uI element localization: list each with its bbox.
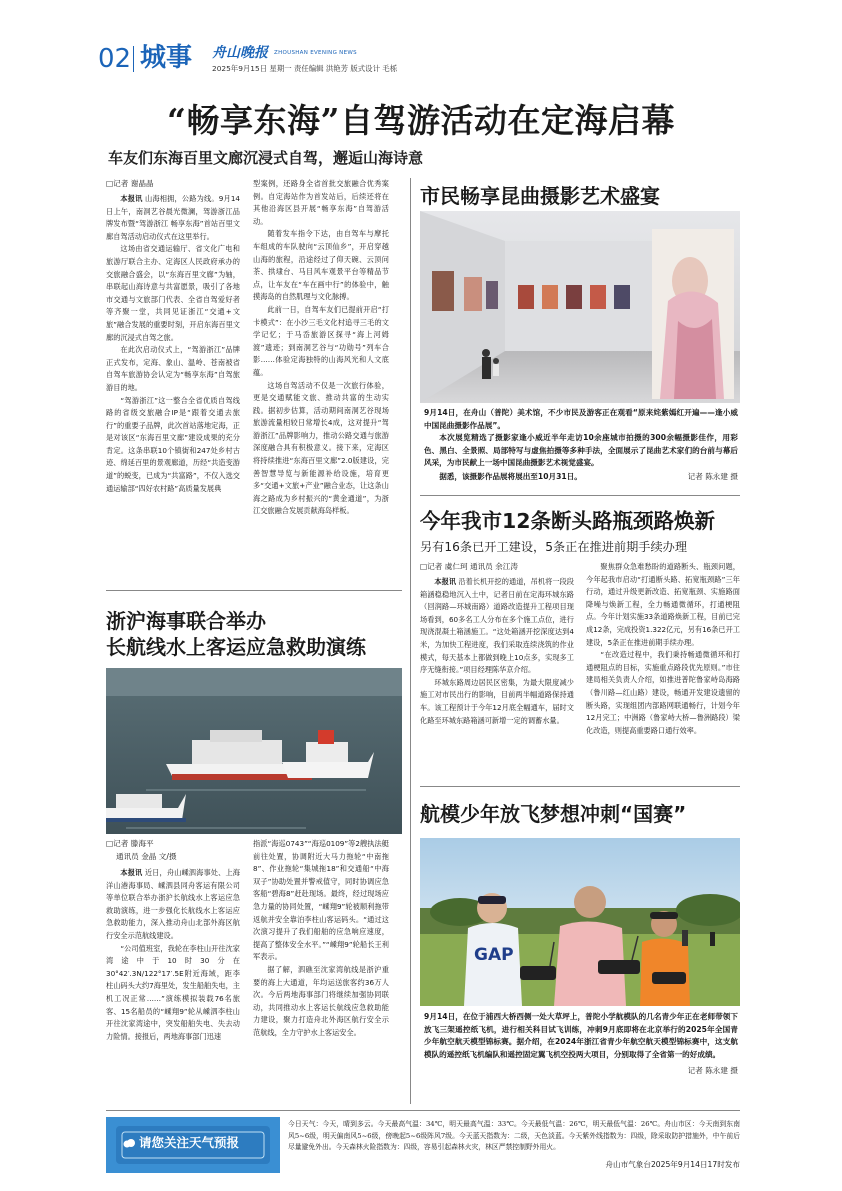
paragraph: 据了解，泗礁至沈家湾航线是浙沪重要的海上大通道，年均运送旅客约36万人次。今后两地海事部门将继续加强协同联动，共同推动水上客运长航线应急救助能力建设，聚力打造舟北外海区航行安全示范航线，全力守护水上客运安全。 [253,964,389,1037]
paragraph: 在此次启动仪式上，“驾游浙江”品牌正式发布，定海、象山、温岭、苍南被省自驾车旅游协会认定为“畅享东海”自驾旅游目的地。 [106,345,240,392]
main-byline: □记者 谢晶晶 [106,179,154,188]
paragraph: 本报讯 山海相拥，公路为线。9月14日上午，南洞艺谷晨光微澜，驾游浙江品牌发布暨“驾游浙江 畅享东海”首站百里文廊自驾活动启动仪式在这里举行。 [106,194,240,241]
paragraph: 指派“海巡0743”“海巡0109”等2艘执法艇前往处置，协调附近大马力拖轮“中南拖8”、作业拖轮“集城拖18”和交通船“中海双子”协助处置并警戒值守，同时协调应急客船“碧海8”赶赴现场。最终，经过现场应急力量的协同处置，“嵊翔9”轮被顺利拖带返航并安全靠泊李柱山客运码头。“通过这次演习提升了我们船舶的应急响应速度，提高了整体安全水平。”“嵊翔9”轮船长王利军表示。 [253,839,389,962]
paper-logo: 舟山晚报 [212,45,268,61]
rescue-headline-line1: 浙沪海事联合举办 [106,609,266,633]
divider [420,786,740,787]
model-aircraft-credit: 记者 陈永建 摄 [687,1066,738,1075]
weather-text: 今日天气：今天，晴到多云。今天最高气温：34℃，明天最高气温：33℃。今天最低气温：26℃，明天最低气温：26℃。舟山市区：今天南到东南风5~6级，明天偏南风5~6级，傍晚起5~6级阵风7级。今天蓝天指数为：二级，天色淡蓝。今天紫外线指数为：四级，除采取防护措施外，中午前后尽量避免外出。今天森林火险指数为：四级，容易引起森林火灾，林区严禁控制野外用火。 [288,1120,740,1152]
divider [420,495,740,496]
weather-source: 舟山市气象台2025年9月14日17时发布 [605,1160,740,1169]
roads-col1 [420,576,574,727]
model-aircraft-kids-photo [420,838,740,1006]
weather-box [106,1117,740,1173]
kunqu-credit: 记者 陈永建 摄 [687,472,738,481]
rescue-headline-line2: 长航线水上客运应急救助演练 [106,635,366,659]
roads-col2 [586,561,740,737]
paragraph: 型案例，还路身全省首批交旅融合优秀案例。自定海站作为首发站后，后续还将在其他沿海区县开展“畅享东海”自驾游活动。 [253,179,389,226]
column-divider [410,178,411,1104]
paragraph: 这场由省交通运输厅、省文化广电和旅游厅联合主办、定海区人民政府承办的交旅融合盛会，以“东海百里文廊”为轴，串联起山海诗意与共富愿景，吸引了各地市交通与文旅部门代表、全省自驾爱好者等齐聚一堂，共同见证浙江“交通+文旅”融合发展的重要时刻，开启东海百里文廊的沉浸式自驾之旅。 [106,244,240,342]
paragraph: 聚焦群众急难愁盼的道路断头、瓶颈问题，今年起我市启动“打通断头路、拓宽瓶颈路”三年行动，通过升级更新改造、拓宽瓶颈、实施路面降噪与焕新工程，全力畅通微循环，打通梗阻点。今年计划实施33条道路焕新工程，目前已完成12条，完成投资1.322亿元，另有16条已开工建设，5条正在推进前期手续办理。 [586,562,740,647]
paragraph: 本报讯 沿着长机开挖的通道，吊机将一段段箱涵稳稳地沉入土中，记者日前在定海环城东路（回润路—环城南路）道路改造提升工程项目现场看到，60多名工人分布在多个施工点位，进行现浇混凝土箱涵施工。“这处箱涵开挖深度达到4米，为加快工程进度，我们采取连续浇筑的作业模式，每天基本上都做到晚上10点多，实现多工序无缝衔接。”项目经理陈华京介绍。 [420,577,574,675]
weather-title: 请您关注天气预报 [139,1135,240,1150]
weather-banner [106,1117,280,1173]
divider [106,590,402,591]
roads-subheadline: 另有16条已开工建设，5条正在推进前期手续办理 [420,540,688,554]
kunqu-headline: 市民畅享昆曲摄影艺术盛宴 [420,184,660,208]
paragraph: 随着发车指令下达，由自驾车与摩托车组成的车队驶向“云顶仙乡”，开启穿越山海的旅程，沿途经过了仰天碗、云顶问茶、拱埭台、马目风车观景平台等精品节点，让车友在“车在画中行”的体验中，触摸海岛的自然肌理与文化脉搏。 [253,229,389,302]
model-aircraft-caption: 9月14日，在位于浦西大桥西侧一处大草坪上，普陀小学航模队的几名青少年正在老师带领下放飞三架遥控纸飞机，进行相关科目试飞训练，冲刺9月底即将在北京举行的2025年全国青少年航空航天模型锦标赛。据介绍，在2024年浙江省青少年航空航天模型锦标赛中，这支航模队的遥控纸飞机编队和遥控固定翼飞机空投两大项目，分别取得了全省第一的好成绩。 [424,1012,738,1059]
kunqu-body-2: 据悉，该摄影作品展将展出至10月31日。 [439,472,582,481]
rescue-byline-2: 通讯员 金晶 文/摄 [116,852,177,861]
rescue-byline-1: □记者 滕海平 [106,839,154,848]
paragraph: “在改造过程中，我们秉持畅通微循环和打通梗阻点的目标，实施重点路段优先原则。”市住建局相关负责人介绍，如推进普陀鲁家峙岛海路（鲁川路—红山路）建设，畅通开发建设遗留的断头路，实现组团内部路网联通畅行，计划今年12月完工；中洲路（鲁家峙大桥—鲁洲路段）梁化改造，则提高重要路口通行效率。 [586,650,740,735]
roads-byline: □记者 虞仁珂 通讯员 余江涛 [420,562,518,571]
model-aircraft-headline: 航模少年放飞梦想冲刺“国赛” [420,802,687,826]
gap-shirt-text: GAP [474,945,514,965]
paragraph: “公司值班室，我轮在李柱山开往沈家湾途中于10时30分在30°42′.3N/122°17′.5E附近海域，距李柱山码头大约7海里处，发生船舶失电，主机工况正常……”演练模拟装载76名旅客、15名船员的“嵊翔9”轮从嵊泗李柱山开往沈家湾途中，突发船舶失电、失去动力险情。接报后，两地海事部门迅速 [106,943,240,1041]
kunqu-caption: 9月14日，在舟山（普陀）美术馆，不少市民及游客正在观看“原来姹紫嫣红开遍——逢小威中国昆曲摄影作品展”。 [424,408,738,430]
paragraph: 本报讯 近日，舟山嵊泗海事处、上海洋山港海事局、嵊泗县同舟客运有限公司等单位联合举办浙沪长航线水上客运应急救助演练，进一步强化长航线水上客运应急救助能力，深入推动舟山北部外海区航行安全示范航线建设。 [106,868,240,940]
paper-name-en: ZHOUSHAN EVENING NEWS [274,50,357,56]
exhibition-hall-photo [420,211,740,403]
kunqu-body: 本次展览精选了摄影家逢小威近半年走访10余座城市拍摄的300余幅摄影佳作，用彩色、黑白、全景照、局部特写与虚焦拍摄等多种手法，全面展示了昆曲艺术家们的台前与幕后风采，为市民献上一场中国昆曲摄影艺术视觉盛宴。 [424,433,738,468]
paragraph: “驾游浙江”这一整合全省优质自驾线路的省级交旅融合IP是“跟着交通去旅行”的重要子品牌，此次首站落地定海，正是对该区“东海百里文廊”建设成果的充分肯定。这条串联10个镇街和247处乡村古迹、绵延百里的景观廊道，历经“共造变游道”的蜕变，已成为“共富路”，不仅入选交通运输部“四好农村路”高质量发展典 [106,395,240,493]
roads-headline: 今年我市12条断头路瓶颈路焕新 [420,509,716,533]
rescue-col1 [106,867,240,1043]
page-number: 02 [98,44,132,74]
dateline: 本报讯 [120,194,143,203]
paragraph: 此前一日，自驾车友们已提前开启“打卡模式”：在小沙三毛文化村追寻三毛的文学记忆；于马岙旅游区探寻“海上河姆渡”遗迹；到南洞艺谷与“功勋号”列车合影……体验定海独特的山海风光和人文底蕴。 [253,304,389,377]
section-title: 城事 [140,43,193,73]
header-divider [133,46,134,72]
paragraph: 这场自驾活动不仅是一次旅行体验，更是交通赋能文旅、推动共富的生动实践。据初步估算，活动期间南洞艺谷现场旅游流量相较日常增长4成，这对提升“驾游浙江”品牌影响力，推动公路交通与旅游深度融合具有积极意义。接下来，定海区将持续推进“东海百里文廊”2.0版建设，完善智慧导览与新能源补给设施，培育更多“交通+文旅+产业”融合业态，让这条山海之路成为乡村振兴的“黄金通道”，为浙江交旅融合发展贡献海岛样板。 [253,380,389,516]
paragraph: 环城东路周边居民区密集，为最大限度减少施工对市民出行的影响，目前两半幅道路保持通车。该工程预计于今年12月底全幅通车，届时文化路至环城东路箱涵可新增一定的调蓄水量。 [420,677,574,725]
dateline: 本报讯 [434,577,457,586]
rescue-ships-photo [106,668,402,834]
divider [106,1110,740,1111]
issue-line: 2025年9月15日 星期一 责任编辑 洪艳芳 版式设计 毛栎 [212,64,398,73]
dateline: 本报讯 [120,868,143,877]
main-article-col2 [253,178,389,518]
cloud-icon [122,1136,136,1150]
rescue-col2 [253,838,389,1040]
main-article-col1 [106,193,240,495]
main-headline: “畅享东海”自驾游活动在定海启幕 [167,101,675,140]
main-subheadline: 车友们东海百里文廊沉浸式自驾，邂逅山海诗意 [108,149,424,167]
